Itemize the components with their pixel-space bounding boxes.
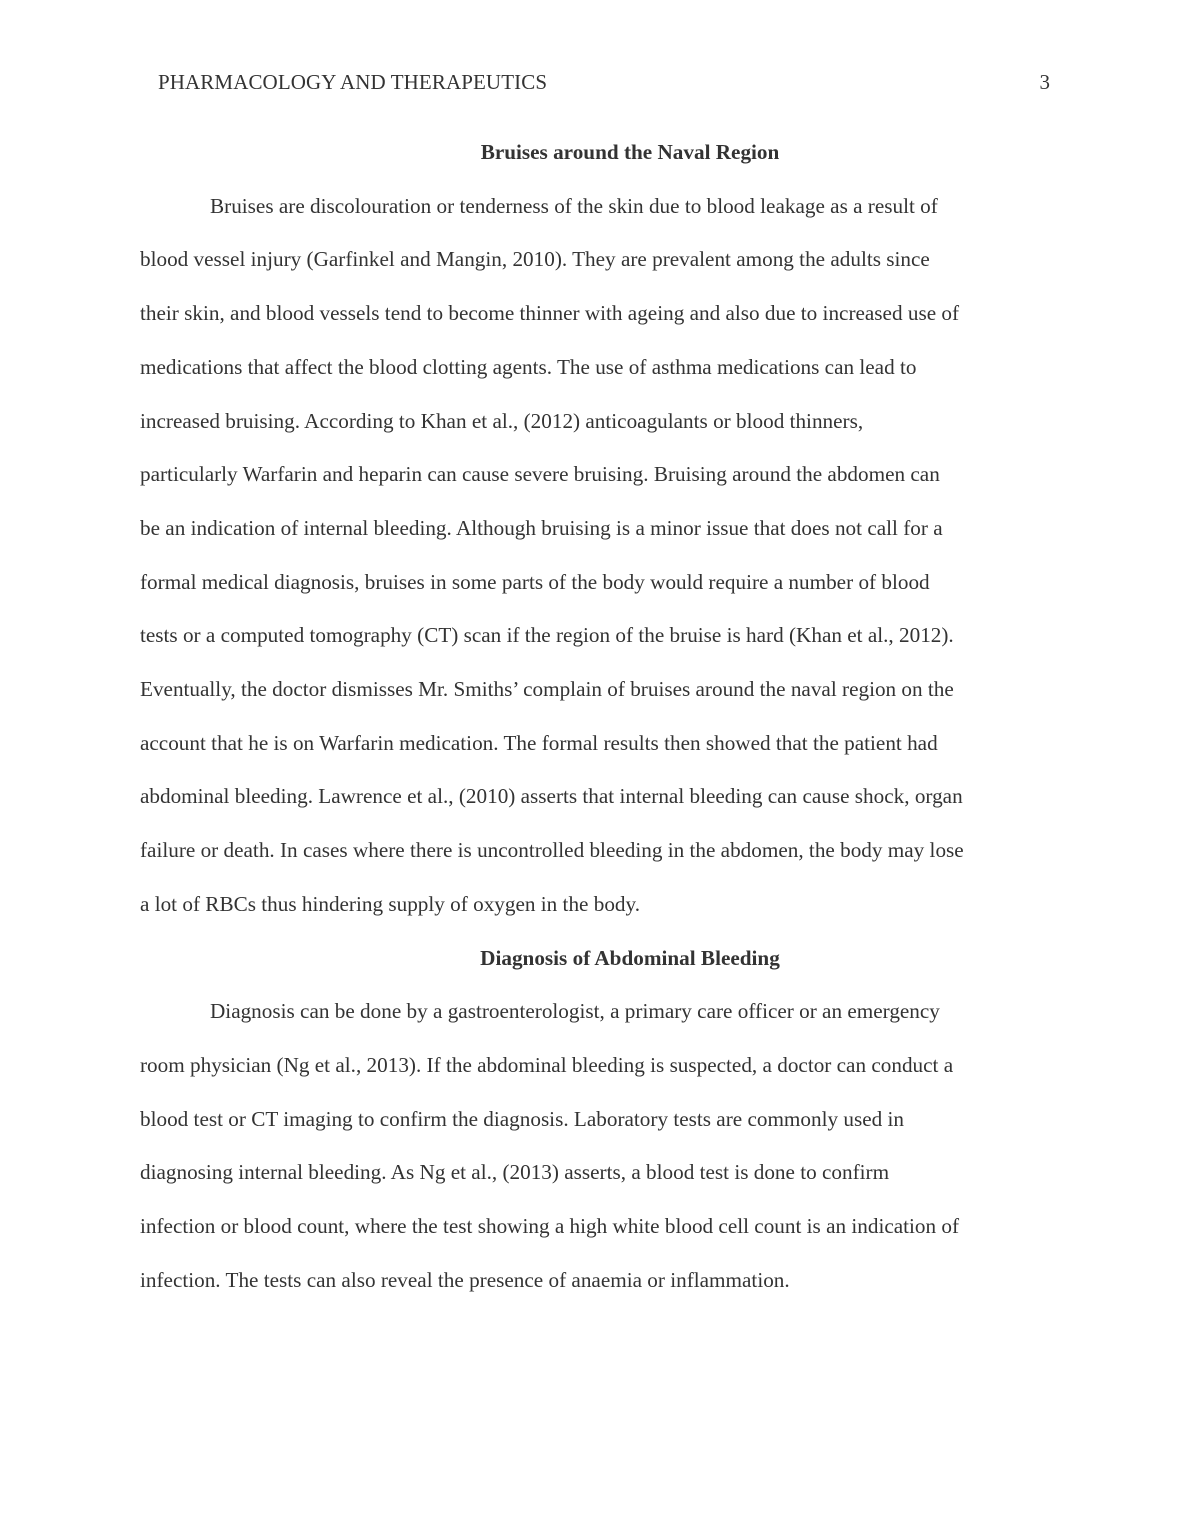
paragraph-line: blood test or CT imaging to confirm the diagnosis. Laboratory tests are commonly used in [140, 1106, 904, 1131]
paragraph-line: account that he is on Warfarin medication. The formal results then showed that the patient had [140, 730, 938, 755]
paragraph-line: blood vessel injury (Garfinkel and Mangin, 2010). They are prevalent among the adults since [140, 247, 930, 272]
paragraph-line: be an indication of internal bleeding. Although bruising is a minor issue that does not call for a [140, 515, 943, 540]
paragraph-line: Diagnosis can be done by a gastroenterologist, a primary care officer or an emergency [210, 999, 940, 1024]
paragraph-line: room physician (Ng et al., 2013). If the abdominal bleeding is suspected, a doctor can conduct a [140, 1052, 954, 1077]
paragraph-line: particularly Warfarin and heparin can cause severe bruising. Bruising around the abdomen can [140, 462, 940, 487]
paragraph-diagnosis [140, 985, 1050, 1307]
paragraph-line: their skin, and blood vessels tend to become thinner with ageing and also due to increased use of [140, 301, 960, 326]
page-number: 3 [1039, 70, 1050, 94]
paragraph-line: infection. The tests can also reveal the presence of anaemia or inflammation. [140, 1267, 790, 1292]
section-heading-diagnosis: Diagnosis of Abdominal Bleeding [480, 945, 780, 970]
paragraph-line: medications that affect the blood clotting agents. The use of asthma medications can lead to [140, 354, 917, 379]
paragraph-bruises [140, 180, 1050, 932]
paragraph-line: a lot of RBCs thus hindering supply of oxygen in the body. [140, 891, 641, 916]
paragraph-line: infection or blood count, where the test showing a high white blood cell count is an indication of [140, 1214, 960, 1239]
paragraph-line: diagnosing internal bleeding. As Ng et al., (2013) asserts, a blood test is done to confirm [140, 1160, 890, 1185]
paragraph-line: tests or a computed tomography (CT) scan if the region of the bruise is hard (Khan et al., 2012). [140, 623, 954, 648]
paragraph-line: increased bruising. According to Khan et al., (2012) anticoagulants or blood thinners, [140, 408, 864, 433]
section-heading-bruises: Bruises around the Naval Region [480, 140, 780, 164]
paragraph-line: formal medical diagnosis, bruises in some parts of the body would require a number of blood [140, 569, 930, 594]
paragraph-line: Eventually, the doctor dismisses Mr. Smiths’ complain of bruises around the naval region on the [140, 677, 954, 702]
paragraph-line: Bruises are discolouration or tenderness of the skin due to blood leakage as a result of [210, 193, 938, 218]
running-head: PHARMACOLOGY AND THERAPEUTICS [158, 70, 548, 94]
document-body [140, 126, 1050, 1307]
paragraph-line: failure or death. In cases where there is uncontrolled bleeding in the abdomen, the body may lose [140, 838, 964, 863]
paragraph-line: abdominal bleeding. Lawrence et al., (2010) asserts that internal bleeding can cause shock, organ [140, 784, 963, 809]
